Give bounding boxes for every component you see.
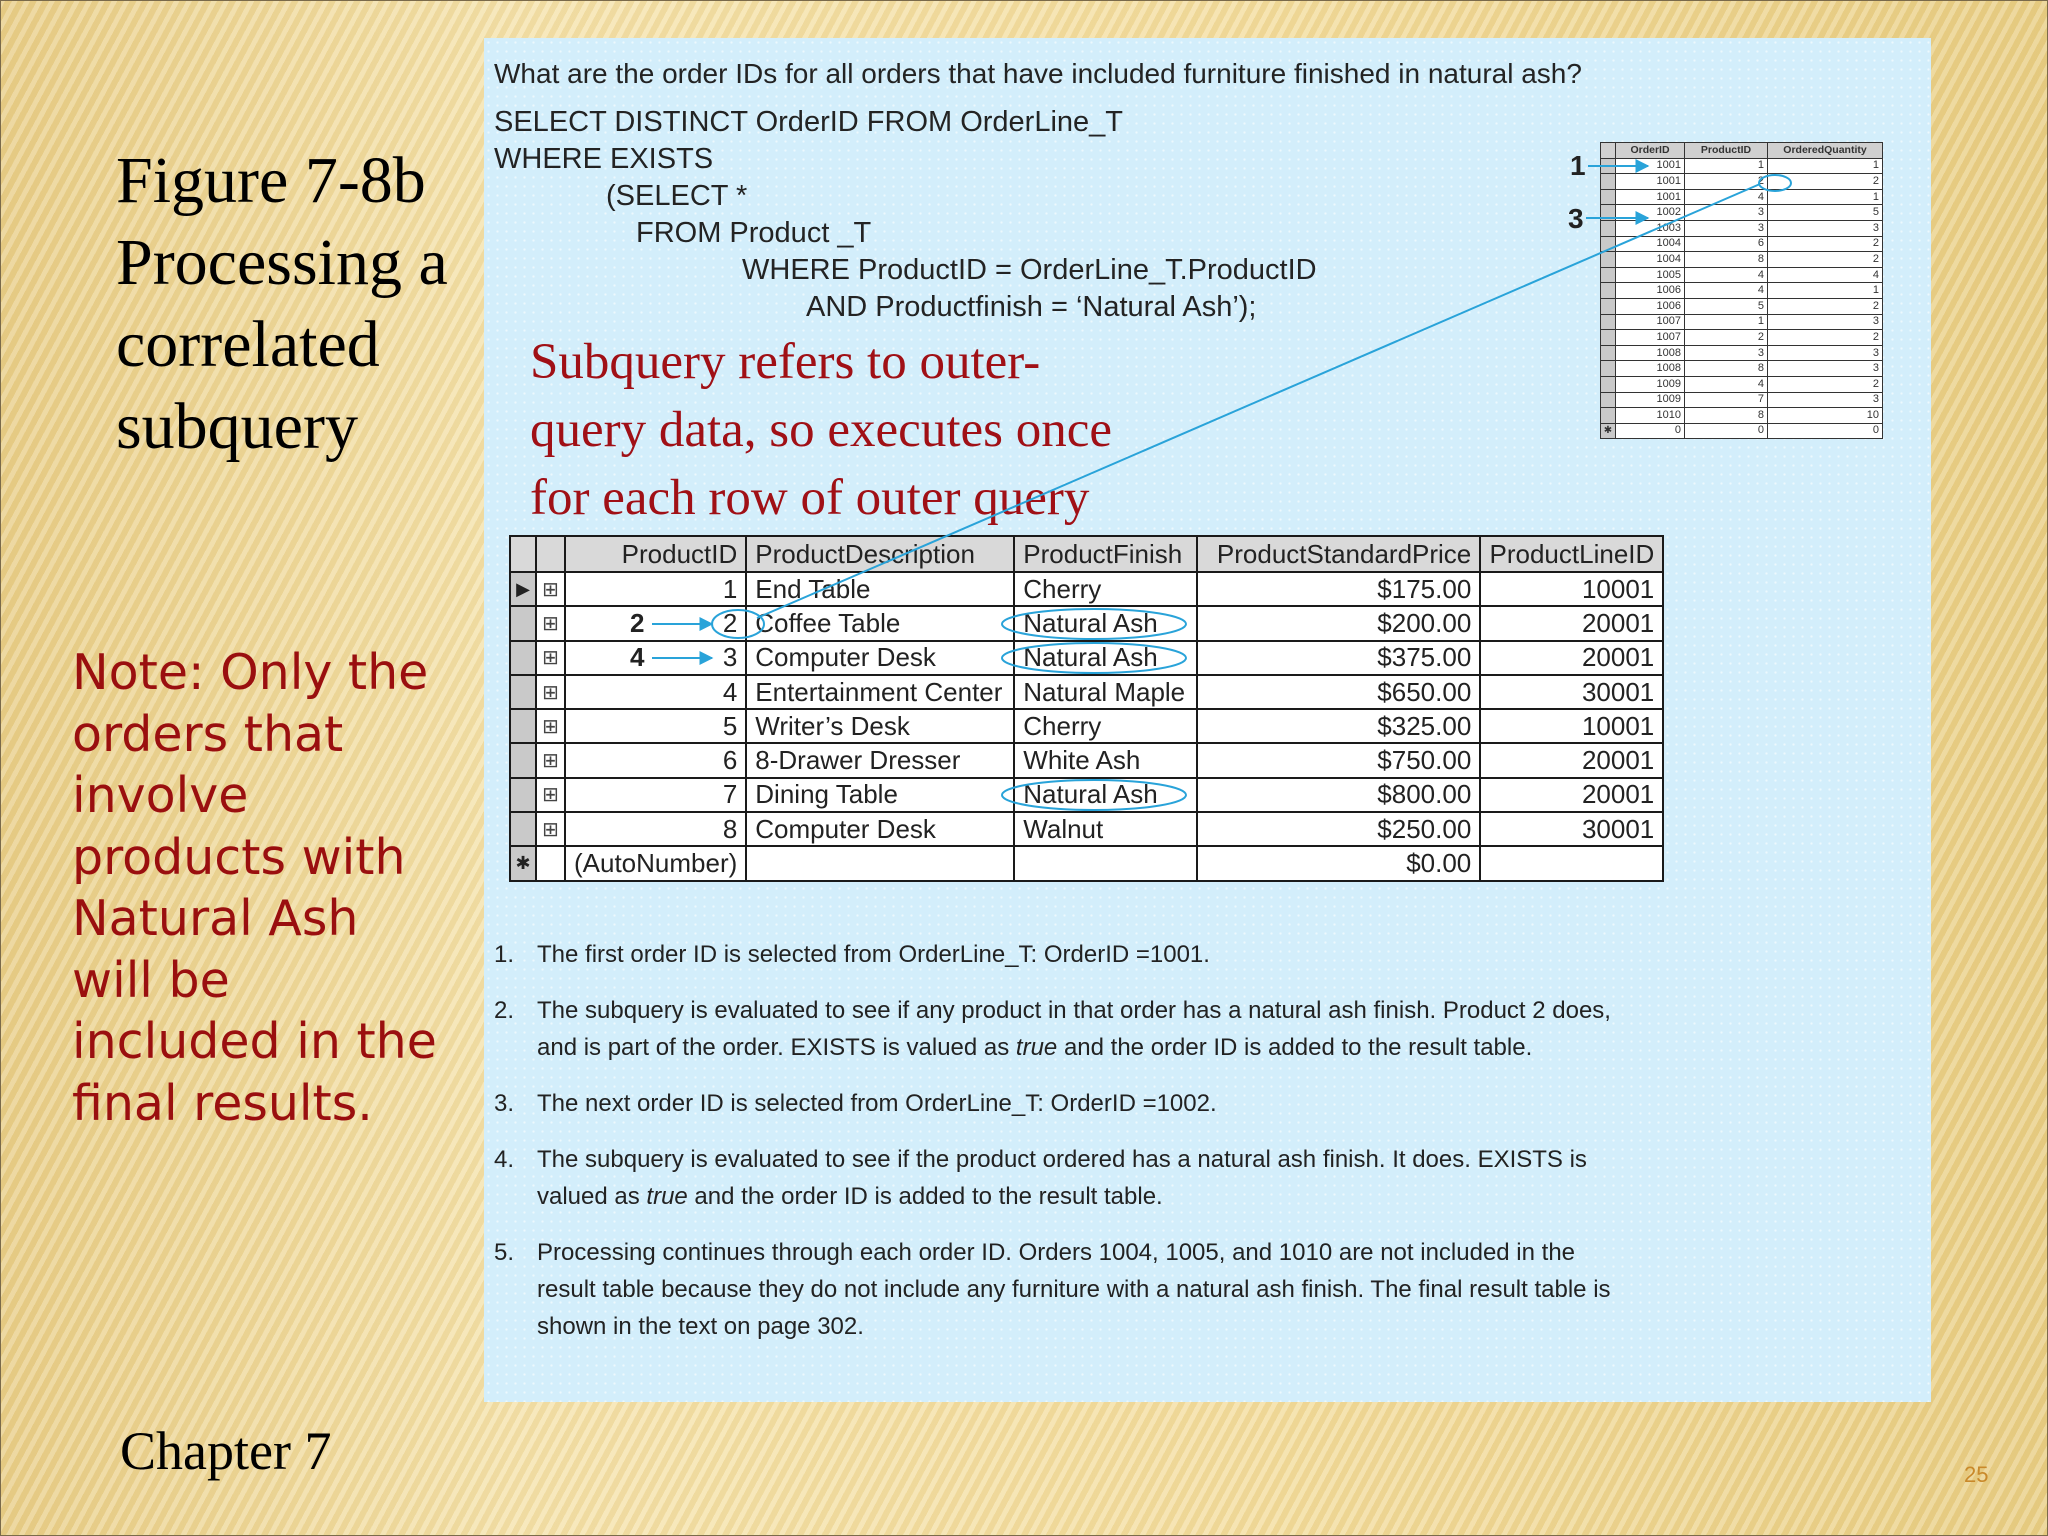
table-cell: 1001: [1616, 158, 1685, 174]
table-cell: $200.00: [1197, 606, 1480, 640]
table-row: [510, 812, 1663, 846]
table-cell: $0.00: [1197, 846, 1480, 880]
table-cell: Computer Desk: [746, 641, 1014, 675]
table-cell: $325.00: [1197, 709, 1480, 743]
row-selector: [1601, 345, 1616, 361]
new-row-selector: ✱: [510, 846, 536, 880]
table-cell: Natural Ash: [1014, 606, 1197, 640]
step-marker-4: 4: [630, 642, 645, 672]
table-cell: 2: [1768, 330, 1883, 346]
table-cell: 20001: [1480, 641, 1663, 675]
step-item: [494, 936, 1614, 973]
table-cell: 3: [1685, 220, 1768, 236]
table-cell: Natural Maple: [1014, 675, 1197, 709]
table-cell: 4: [1685, 376, 1768, 392]
table-cell: 1004: [1616, 236, 1685, 252]
side-note-line: orders that: [72, 705, 344, 763]
row-selector: [1601, 392, 1616, 408]
row-selector: [1601, 330, 1616, 346]
table-cell: [746, 846, 1014, 880]
table-cell: 0: [1768, 423, 1883, 439]
table-cell: 10001: [1480, 572, 1663, 606]
table-row: [1601, 298, 1883, 314]
sql-line: FROM Product _T: [636, 217, 872, 249]
step-marker-2: 2: [630, 608, 645, 638]
table-row: [1601, 361, 1883, 377]
step-text-part: and the order ID is added to the result table.: [687, 1183, 1163, 1210]
step-item: [494, 1085, 1614, 1122]
table-cell: Natural Ash: [1014, 778, 1197, 812]
side-note-line: Natural Ash: [72, 890, 359, 947]
row-selector: ▶: [510, 572, 536, 606]
sql-line: (SELECT *: [606, 180, 748, 212]
steps-list: [494, 936, 1614, 1364]
table-cell: 3: [1768, 345, 1883, 361]
table-header-row: [1601, 143, 1883, 159]
table-row: [1601, 220, 1883, 236]
table-cell: 1006: [1616, 283, 1685, 299]
figure-title-line: Processing a: [116, 226, 448, 299]
table-cell: 30001: [1480, 675, 1663, 709]
step-item: [494, 1234, 1614, 1345]
row-selector: [510, 743, 536, 777]
table-row: [510, 743, 1663, 777]
row-selector: [1601, 174, 1616, 190]
row-selector: [1601, 298, 1616, 314]
table-row: [1601, 376, 1883, 392]
table-cell: 3: [1685, 345, 1768, 361]
table-cell: 7: [565, 778, 746, 812]
table-cell: 8-Drawer Dresser: [746, 743, 1014, 777]
table-cell: 2: [1685, 330, 1768, 346]
page-number: 25: [1964, 1462, 1989, 1487]
row-selector: [1601, 314, 1616, 330]
sql-line: WHERE EXISTS: [494, 143, 714, 175]
table-cell: [536, 846, 565, 880]
sql-line: AND Productfinish = ‘Natural Ash’);: [806, 291, 1257, 323]
table-row: [510, 778, 1663, 812]
table-row: [510, 641, 1663, 675]
table-row: [1601, 174, 1883, 190]
table-cell: Dining Table: [746, 778, 1014, 812]
figure-title-line: Figure 7-8b: [116, 144, 426, 217]
column-header: ProductStandardPrice: [1197, 536, 1480, 572]
table-row: [1601, 205, 1883, 221]
table-cell: 2: [1685, 174, 1768, 190]
table-cell: 5: [565, 709, 746, 743]
table-cell: 1009: [1616, 376, 1685, 392]
table-cell: 1: [1768, 283, 1883, 299]
new-record-row: [1601, 423, 1883, 439]
table-cell: 8: [565, 812, 746, 846]
column-header: ProductFinish: [1014, 536, 1197, 572]
table-cell: 1008: [1616, 345, 1685, 361]
table-row: [510, 572, 1663, 606]
row-selector: [510, 709, 536, 743]
table-row: [510, 606, 1663, 640]
row-selector: [1601, 189, 1616, 205]
table-row: [1601, 283, 1883, 299]
step-number: 4.: [494, 1146, 515, 1173]
row-selector: [1601, 205, 1616, 221]
step-marker-1: 1: [1570, 150, 1586, 181]
table-cell: 2: [1768, 252, 1883, 268]
table-cell: 2: [565, 606, 746, 640]
table-cell: 3: [1768, 361, 1883, 377]
row-selector: [510, 812, 536, 846]
table-cell: $750.00: [1197, 743, 1480, 777]
table-row: [1601, 330, 1883, 346]
column-header: [536, 536, 565, 572]
table-row: [1601, 189, 1883, 205]
column-header: [1601, 143, 1616, 159]
table-cell: 1010: [1616, 408, 1685, 424]
row-selector: [1601, 361, 1616, 377]
expand-icon[interactable]: ⊞: [536, 606, 565, 640]
expand-icon[interactable]: ⊞: [536, 572, 565, 606]
column-header: ProductID: [1685, 143, 1768, 159]
column-header: ProductID: [565, 536, 746, 572]
expand-icon[interactable]: ⊞: [536, 675, 565, 709]
table-cell: 1005: [1616, 267, 1685, 283]
step-item: [494, 992, 1614, 1066]
table-cell: 4: [1685, 189, 1768, 205]
figure-title-line: subquery: [116, 390, 358, 463]
subquery-note-line: for each row of outer query: [530, 470, 1090, 526]
step-number: 1.: [494, 941, 515, 968]
sql-line: SELECT DISTINCT OrderID FROM OrderLine_T: [494, 106, 1124, 138]
table-cell: 20001: [1480, 778, 1663, 812]
figure-title-line: correlated: [116, 308, 380, 381]
table-cell: 8: [1685, 408, 1768, 424]
table-cell: 8: [1685, 361, 1768, 377]
orderline-table-body: [1601, 158, 1883, 439]
table-cell: $650.00: [1197, 675, 1480, 709]
step-number: 2.: [494, 997, 515, 1024]
table-cell: Walnut: [1014, 812, 1197, 846]
row-selector: [510, 778, 536, 812]
table-cell: 10001: [1480, 709, 1663, 743]
new-row-selector: ✱: [1601, 423, 1616, 439]
table-row: [510, 675, 1663, 709]
table-cell: Coffee Table: [746, 606, 1014, 640]
table-cell: $175.00: [1197, 572, 1480, 606]
side-note-line: final results.: [72, 1074, 373, 1132]
step-text: [537, 992, 1614, 1066]
row-selector: [1601, 408, 1616, 424]
table-row: [1601, 236, 1883, 252]
row-selector: [1601, 158, 1616, 174]
table-cell: (AutoNumber): [565, 846, 746, 880]
row-selector: [1601, 220, 1616, 236]
table-cell: 1002: [1616, 205, 1685, 221]
row-selector: [510, 606, 536, 640]
table-row: [1601, 314, 1883, 330]
table-row: [1601, 408, 1883, 424]
sql-line: WHERE ProductID = OrderLine_T.ProductID: [742, 254, 1317, 286]
table-cell: 1001: [1616, 189, 1685, 205]
table-cell: [1014, 846, 1197, 880]
table-cell: $250.00: [1197, 812, 1480, 846]
table-cell: 3: [1768, 220, 1883, 236]
row-selector: [1601, 267, 1616, 283]
table-cell: 4: [1685, 267, 1768, 283]
figure-question: What are the order IDs for all orders that have included furniture finished in natural ash?: [494, 58, 1582, 89]
table-cell: Cherry: [1014, 709, 1197, 743]
table-cell: 1009: [1616, 392, 1685, 408]
step-item: [494, 1141, 1614, 1215]
side-note-line: will be: [72, 951, 230, 1009]
table-cell: 1: [1685, 158, 1768, 174]
table-cell: 0: [1685, 423, 1768, 439]
table-row: [1601, 345, 1883, 361]
table-cell: 4: [1768, 267, 1883, 283]
table-cell: $800.00: [1197, 778, 1480, 812]
step-text-part: The subquery is evaluated to see if any product in that order has a natural ash finish. Product 2 does, and is part of the order. EXISTS is valued as: [537, 997, 1611, 1061]
table-cell: 2: [1768, 376, 1883, 392]
step-number: 3.: [494, 1090, 515, 1117]
table-cell: 1004: [1616, 252, 1685, 268]
column-header: ProductLineID: [1480, 536, 1663, 572]
orderline-table: [1600, 142, 1883, 439]
expand-icon[interactable]: ⊞: [536, 743, 565, 777]
row-selector: [1601, 376, 1616, 392]
row-selector: [1601, 252, 1616, 268]
table-cell: Entertainment Center: [746, 675, 1014, 709]
figure-panel: [484, 38, 1931, 1402]
table-cell: Natural Ash: [1014, 641, 1197, 675]
table-cell: 1007: [1616, 330, 1685, 346]
table-cell: Computer Desk: [746, 812, 1014, 846]
table-row: [1601, 252, 1883, 268]
step-text: The next order ID is selected from OrderLine_T: OrderID =1002.: [537, 1090, 1217, 1117]
subquery-note: [530, 328, 1230, 532]
table-row: [1601, 392, 1883, 408]
table-cell: 5: [1768, 205, 1883, 221]
expand-icon[interactable]: ⊞: [536, 778, 565, 812]
table-cell: 8: [1685, 252, 1768, 268]
product-table-body: [510, 572, 1663, 881]
column-header: [510, 536, 536, 572]
table-cell: 2: [1768, 298, 1883, 314]
table-cell: $375.00: [1197, 641, 1480, 675]
column-header: OrderedQuantity: [1768, 143, 1883, 159]
table-header-row: [510, 536, 1663, 572]
side-note-line: involve: [72, 767, 249, 824]
row-selector: [1601, 236, 1616, 252]
table-cell: 7: [1685, 392, 1768, 408]
table-cell: End Table: [746, 572, 1014, 606]
table-row: [1601, 158, 1883, 174]
expand-icon[interactable]: ⊞: [536, 709, 565, 743]
step-number: 5.: [494, 1239, 515, 1266]
table-cell: 2: [1768, 236, 1883, 252]
figure-title: [116, 140, 476, 468]
subquery-note-line: Subquery refers to outer-: [530, 334, 1041, 390]
table-cell: 1008: [1616, 361, 1685, 377]
step-text-italic: true: [1015, 1034, 1058, 1061]
table-row: [510, 709, 1663, 743]
table-cell: 4: [565, 675, 746, 709]
row-selector: [510, 641, 536, 675]
table-cell: 1006: [1616, 298, 1685, 314]
table-cell: White Ash: [1014, 743, 1197, 777]
table-cell: 1001: [1616, 174, 1685, 190]
table-cell: 1: [1685, 314, 1768, 330]
side-note-line: included in the: [72, 1013, 437, 1070]
table-cell: 10: [1768, 408, 1883, 424]
table-cell: 2: [1768, 174, 1883, 190]
side-note: [72, 642, 472, 1134]
table-cell: 5: [1685, 298, 1768, 314]
step-marker-3: 3: [1568, 203, 1584, 234]
chapter-label: Chapter 7: [120, 1421, 332, 1481]
column-header: OrderID: [1616, 143, 1685, 159]
step-text: Processing continues through each order ID. Orders 1004, 1005, and 1010 are not included in the result table because they do not include any furniture with a natural ash finish. The final result table is shown in the text on page 302.: [537, 1239, 1611, 1340]
table-row: [1601, 267, 1883, 283]
new-record-row: [510, 846, 1663, 880]
step-text-part: The subquery is evaluated to see if the product ordered has a natural ash finish. It does. EXISTS is valued as: [537, 1146, 1587, 1210]
subquery-note-line: query data, so executes once: [530, 402, 1112, 458]
step-text-part: and the order ID is added to the result table.: [1057, 1034, 1533, 1061]
step-text: [537, 1141, 1614, 1215]
table-cell: 3: [1768, 314, 1883, 330]
table-cell: 30001: [1480, 812, 1663, 846]
table-cell: 6: [1685, 236, 1768, 252]
side-note-line: products with: [72, 828, 406, 886]
column-header: ProductDescription: [746, 536, 1014, 572]
step-text: The first order ID is selected from OrderLine_T: OrderID =1001.: [537, 941, 1210, 968]
expand-icon[interactable]: ⊞: [536, 641, 565, 675]
table-cell: Cherry: [1014, 572, 1197, 606]
table-cell: 20001: [1480, 606, 1663, 640]
table-cell: Writer’s Desk: [746, 709, 1014, 743]
table-cell: 4: [1685, 283, 1768, 299]
side-note-line: Note: Only the: [72, 644, 429, 701]
table-cell: 3: [1768, 392, 1883, 408]
table-cell: 0: [1616, 423, 1685, 439]
table-cell: 1: [1768, 189, 1883, 205]
table-cell: 6: [565, 743, 746, 777]
expand-icon[interactable]: ⊞: [536, 812, 565, 846]
row-selector: [1601, 283, 1616, 299]
table-cell: 20001: [1480, 743, 1663, 777]
table-cell: 3: [565, 641, 746, 675]
table-cell: 1003: [1616, 220, 1685, 236]
table-cell: 1: [565, 572, 746, 606]
table-cell: [1480, 846, 1663, 880]
table-cell: 3: [1685, 205, 1768, 221]
table-cell: 1007: [1616, 314, 1685, 330]
step-text-italic: true: [646, 1183, 688, 1210]
table-cell: 1: [1768, 158, 1883, 174]
row-selector: [510, 675, 536, 709]
product-table: [509, 535, 1664, 882]
